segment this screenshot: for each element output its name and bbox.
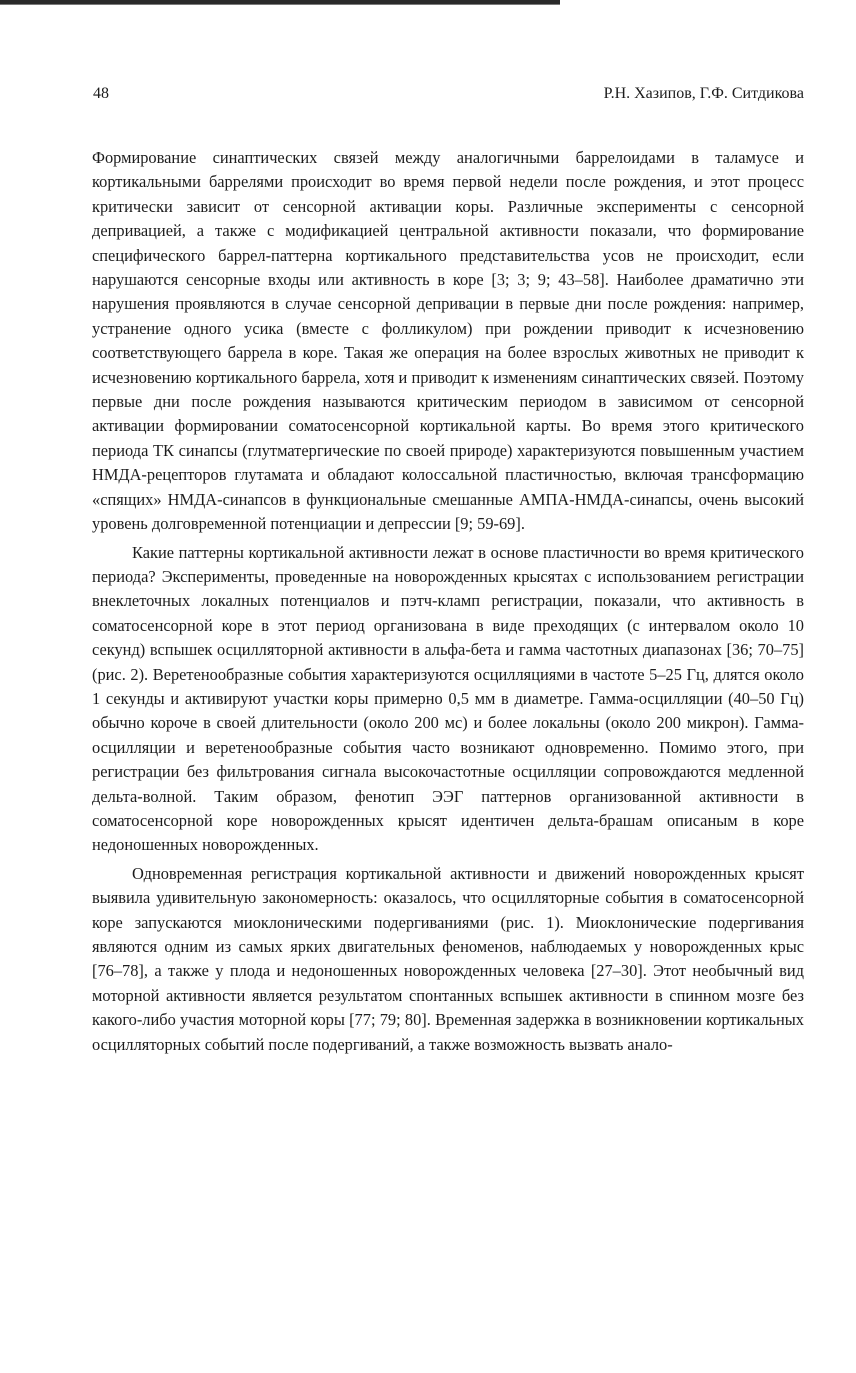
page-number: 48: [93, 85, 109, 102]
paragraph: Формирование синаптических связей между аналогичными баррелоидами в таламусе и кортикальными баррелями происходит во время первой недели после рождения, и этот процесс критически зависит от сенсорной активации коры. Различные эксперименты с сенсорной депривацией, а также с модификацией центральной активности показали, что формирование специфического баррел-паттерна кортикального представительства усов не происходит, если нарушаются сенсорные входы или активность в коре [3; 3; 9; 43–58]. Наиболее драматично эти нарушения проявляются в случае сенсорной депривации в первые дни после рождения: например, устранение одного усика (вместе с фолликулом) при рождении приводит к исчезновению соответствующего баррела в коре. Такая же операция на более взрослых животных не приводит к исчезновению кортикального баррела, хотя и приводит к изменениям синаптических связей. Поэтому первые дни после рождения называются критическим периодом в зависимом от сенсорной активации формировании соматосенсорной кортикальной карты. Во время этого критического периода ТК синапсы (глутматергические по своей природе) характеризуются повышенным участием НМДА-рецепторов глутамата и обладают колоссальной пластичностью, включая трансформацию «спящих» НМДА-синапсов в функциональные смешанные АМПА-НМДА-синапсы, очень высокий уровень долговременной потенциации и депрессии [9; 59-69].: [92, 148, 804, 534]
top-rule-thin: [0, 4, 560, 5]
running-header-authors: Р.Н. Хазипов, Г.Ф. Ситдикова: [603, 85, 804, 102]
paragraph: Одновременная регистрация кортикальной активности и движений новорожденных крысят выявила удивительную закономерность: оказалось, что осцилляторные события в соматосенсорной коре запускаются миоклоническими подергиваниями (рис. 1). Миоклонические подергивания являются одним из самых ярких двигательных феноменов, наблюдаемых у новорожденных крыс [76–78], а также у плода и недоношенных новорожденных человека [27–30]. Этот необычный вид моторной активности является результатом спонтанных вспышек активности в спинном мозге без какого-либо участия моторной коры [77; 79; 80]. Временная задержка в возникновении кортикальных осцилляторных событий после подергиваний, а также возможность вызвать анало-: [92, 863, 804, 1054]
paragraph: Какие паттерны кортикальной активности лежат в основе пластичности во время критического периода? Эксперименты, проведенные на новорожденных крысятах с использованием регистрации внеклеточных локалных потенциалов и пэтч-кламп регистрации, показали, что активность в соматосенсорной коре в этот период организована в виде преходящих (с интервалом около 10 секунд) вспышек осцилляторной активности в альфа-бета и гамма частотных диапазонах [36; 70–75] (рис. 2). Веретенообразные события характеризуются осцилляциями в частоте 5–25 Гц, длятся около 1 секунды и активируют участки коры примерно 0,5 мм в диаметре. Гамма-осцилляции (40–50 Гц) обычно короче в своей длительности (около 200 мс) и более локальны (около 200 микрон). Гамма-осцилляции и веретенообразные события часто возникают одновременно. Помимо этого, при регистрации без фильтрования сигнала высокочастотные осцилляции сопровождаются медленной дельта-волной. Таким образом, фенотип ЭЭГ паттернов организованной активности в соматосенсорной коре новорожденных крысят идентичен дельта-брашам описаным в коре недоношенных новорожденных.: [92, 542, 804, 855]
body-text: [92, 146, 804, 1057]
